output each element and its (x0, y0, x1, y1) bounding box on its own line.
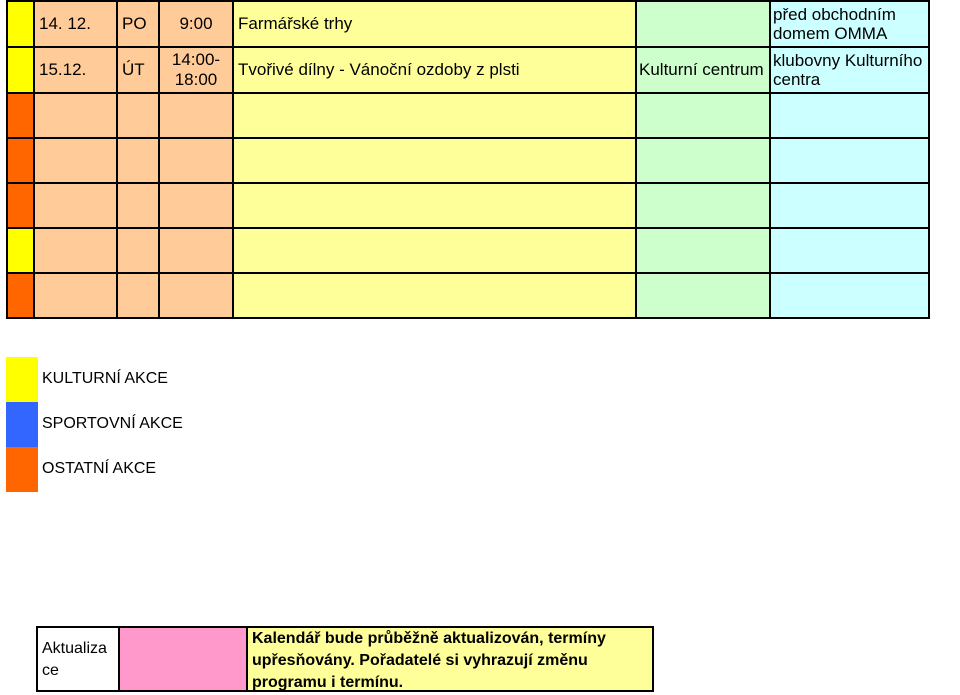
legend-swatch-orange (6, 447, 38, 492)
empty-row (7, 183, 929, 228)
empty-row (7, 273, 929, 318)
legend-label: KULTURNÍ AKCE (42, 370, 168, 387)
legend-label: SPORTOVNÍ AKCE (42, 415, 183, 432)
category-stripe (7, 47, 34, 93)
event-location: klubovny Kulturního centra (770, 47, 929, 93)
event-date: 15.12. (34, 47, 117, 93)
event-date: 14. 12. (34, 1, 117, 47)
category-stripe (7, 138, 34, 183)
legend-label: OSTATNÍ AKCE (42, 460, 157, 477)
category-stripe (7, 93, 34, 138)
update-swatch-pink (118, 626, 248, 692)
update-label: Aktualiza ce (36, 626, 120, 692)
empty-row (7, 93, 929, 138)
category-stripe (7, 228, 34, 273)
event-place (636, 1, 770, 47)
category-stripe (7, 1, 34, 47)
event-time: 14:00-18:00 (159, 47, 233, 93)
legend-swatch-blue (6, 402, 38, 447)
event-location: před obchodním domem OMMA (770, 1, 929, 47)
event-time: 9:00 (159, 1, 233, 47)
empty-row (7, 138, 929, 183)
event-name: Tvořivé dílny - Vánoční ozdoby z plsti (233, 47, 636, 93)
event-name: Farmářské trhy (233, 1, 636, 47)
event-day: PO (117, 1, 159, 47)
event-day: ÚT (117, 47, 159, 93)
event-row (7, 47, 929, 93)
event-row (7, 1, 929, 47)
update-note: Kalendář bude průběžně aktualizován, termíny upřesňovány. Pořadatelé si vyhrazují změnu programu i termínu. (246, 626, 654, 692)
empty-row (7, 228, 929, 273)
category-stripe (7, 183, 34, 228)
events-calendar-table (6, 0, 930, 319)
category-stripe (7, 273, 34, 318)
legend-swatch-yellow (6, 357, 38, 402)
event-place: Kulturní centrum (636, 47, 770, 93)
